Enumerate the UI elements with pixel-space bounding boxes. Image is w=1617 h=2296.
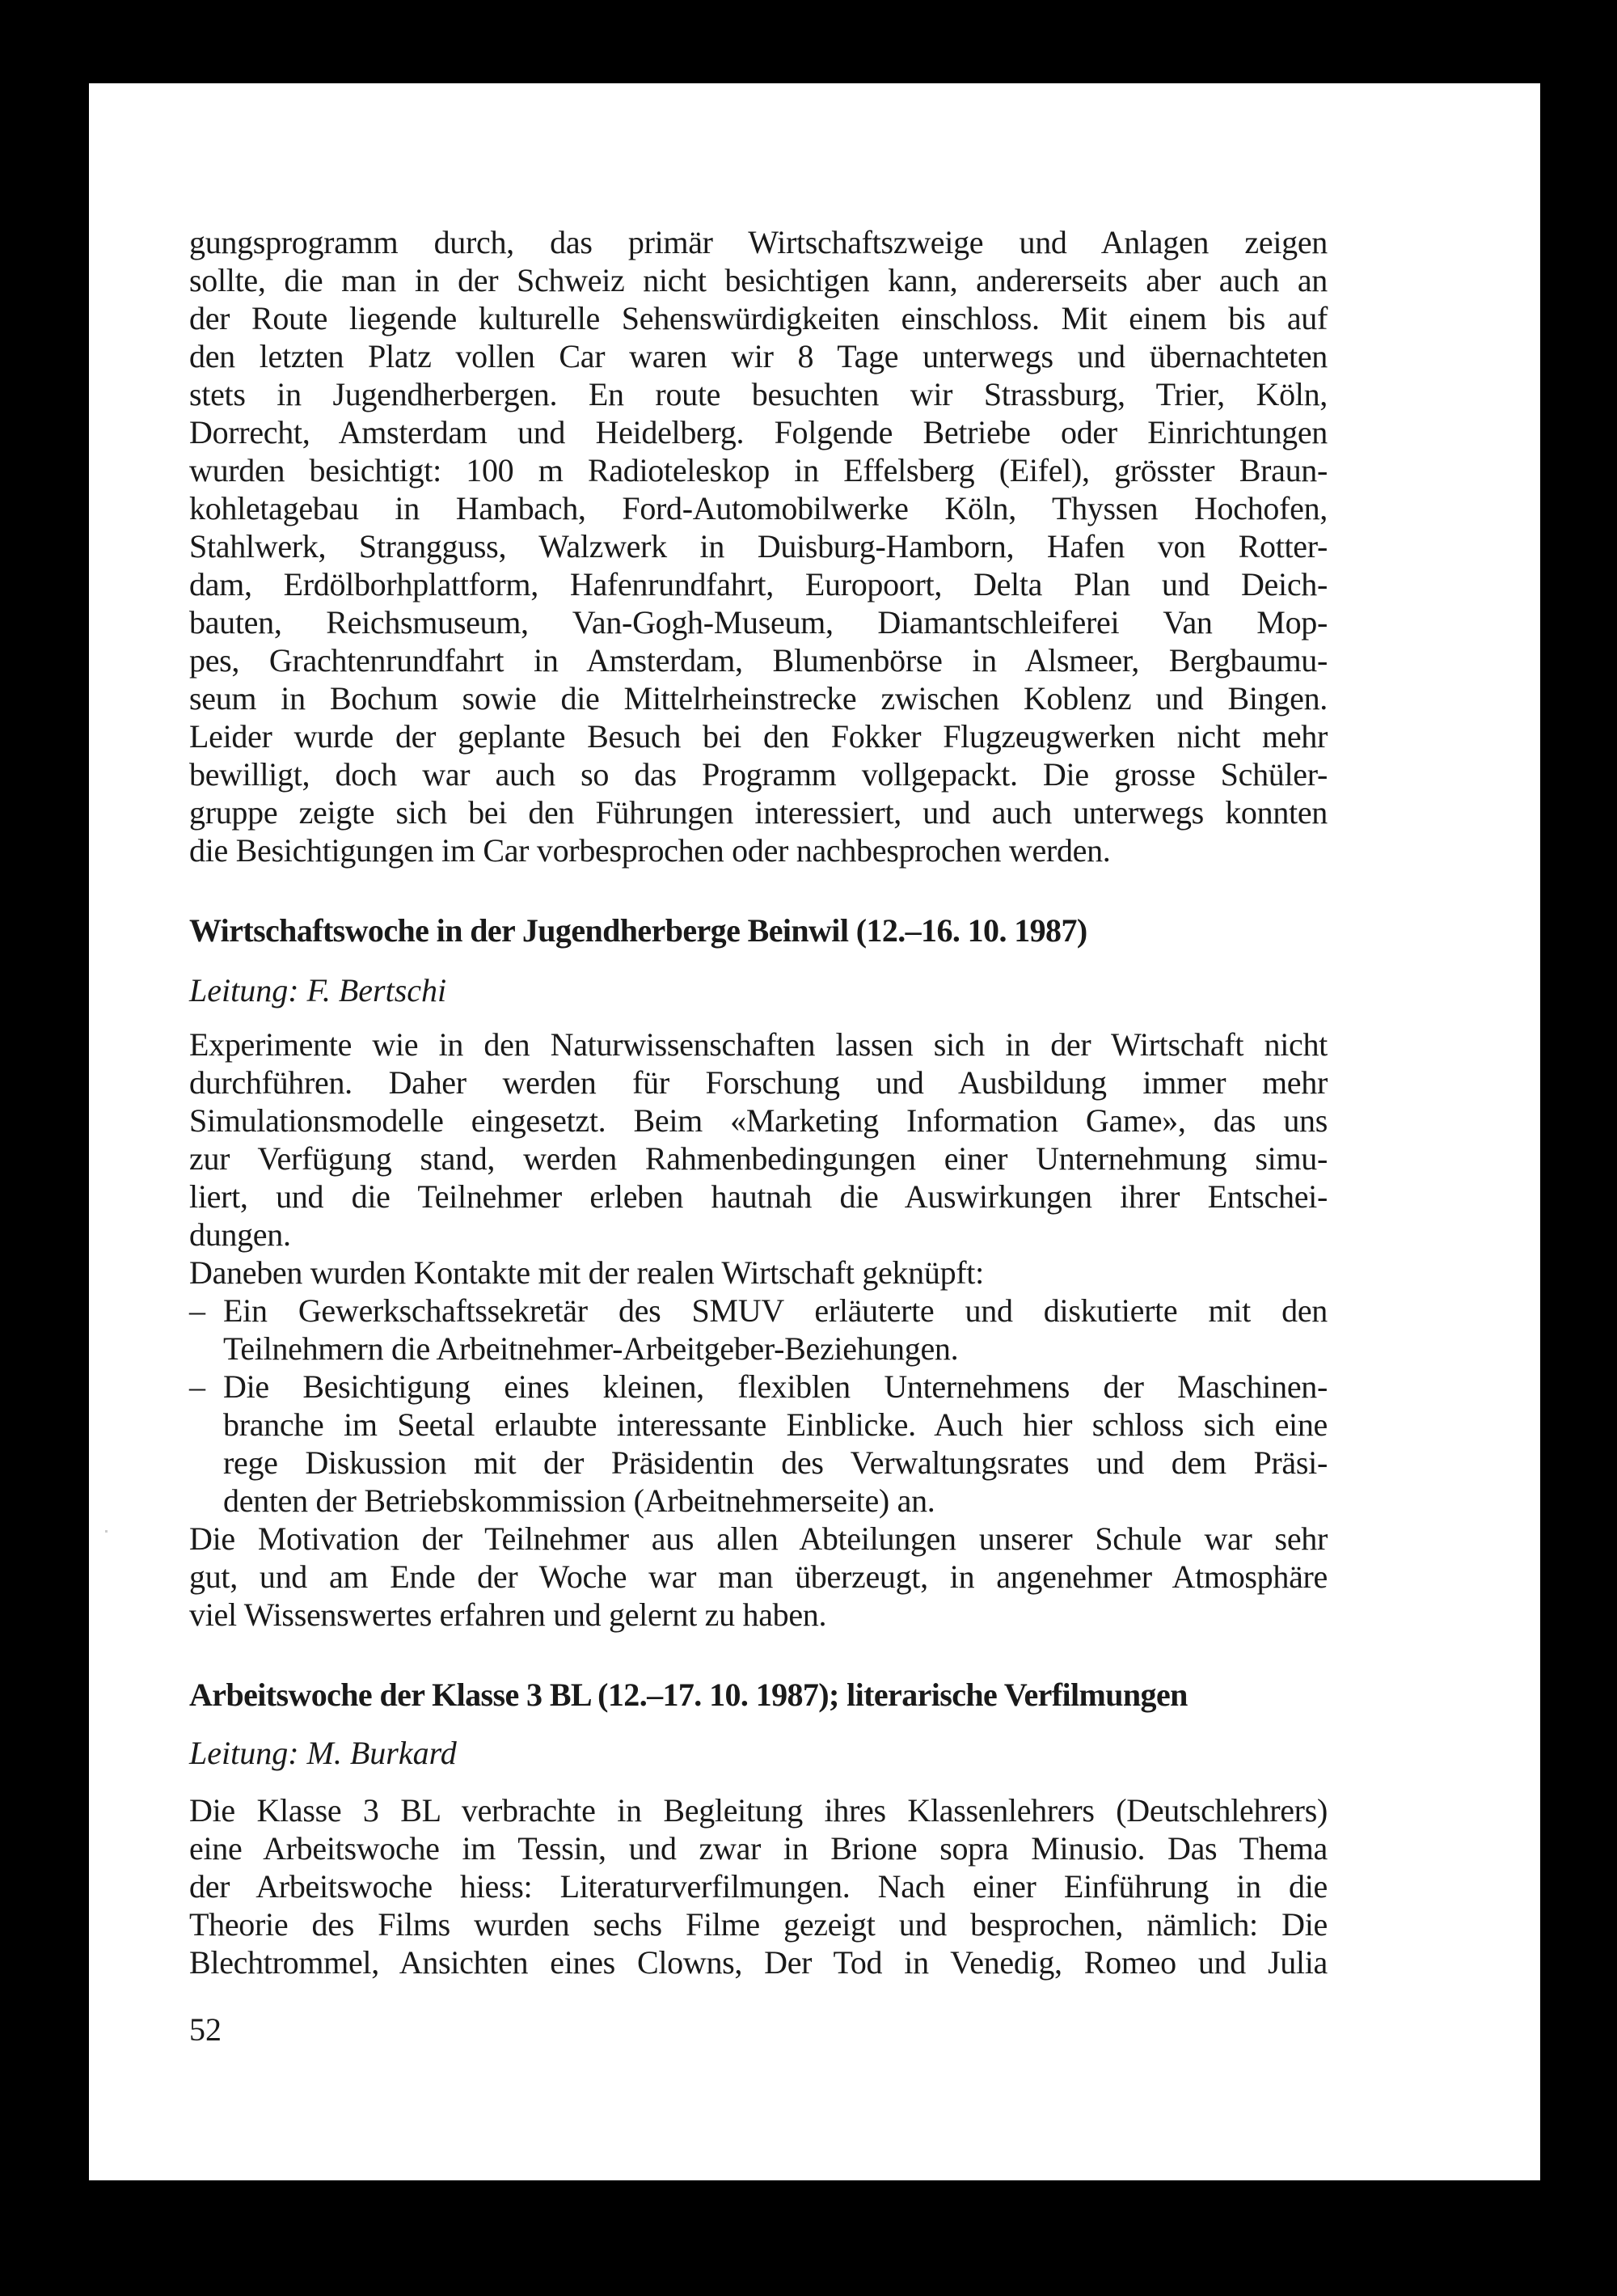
text-line: eine Arbeitswoche im Tessin, und zwar in Brione sopra Minusio. Das Thema — [189, 1830, 1328, 1867]
section-heading-wirtschaftswoche: Wirtschaftswoche in der Jugendherberge Beinwil (12.–16. 10. 1987) — [189, 912, 1087, 949]
text-line: sollte, die man in der Schweiz nicht besichtigen kann, andererseits aber auch an — [189, 262, 1328, 298]
text-line: Experimente wie in den Naturwissenschaften lassen sich in der Wirtschaft nicht — [189, 1026, 1328, 1063]
list-item — [189, 1368, 1328, 1406]
text-line: kohletagebau in Hambach, Ford-Automobilwerke Köln, Thyssen Hochofen, — [189, 490, 1328, 526]
text-line: durchführen. Daher werden für Forschung und Ausbildung immer mehr — [189, 1064, 1328, 1101]
text-line: gungsprogramm durch, das primär Wirtschaftszweige und Anlagen zeigen — [189, 224, 1328, 260]
section-lead: Leitung: M. Burkard — [189, 1735, 457, 1771]
section-heading-arbeitswoche: Arbeitswoche der Klasse 3 BL (12.–17. 10. 1987); literarische Verfilmungen — [189, 1677, 1188, 1713]
text-line: Simulationsmodelle eingesetzt. Beim «Marketing Information Game», das uns — [189, 1102, 1328, 1139]
text-line: liert, und die Teilnehmer erleben hautnah die Auswirkungen ihrer Entschei- — [189, 1178, 1328, 1215]
text-line: bauten, Reichsmuseum, Van-Gogh-Museum, Diamantschleiferei Van Mop- — [189, 604, 1328, 641]
text-line: wurden besichtigt: 100 m Radioteleskop in Effelsberg (Eifel), grösster Braun- — [189, 452, 1328, 488]
text-line: der Route liegende kulturelle Sehenswürdigkeiten einschloss. Mit einem bis auf — [189, 300, 1328, 336]
page-number: 52 — [189, 2011, 222, 2048]
text-line: Theorie des Films wurden sechs Filme gezeigt und besprochen, nämlich: Die — [189, 1906, 1328, 1943]
text-line: Daneben wurden Kontakte mit der realen Wirtschaft geknüpft: — [189, 1254, 984, 1291]
section-lead: Leitung: F. Bertschi — [189, 972, 447, 1008]
text-line: Blechtrommel, Ansichten eines Clowns, Der Tod in Venedig, Romeo und Julia — [189, 1944, 1328, 1981]
scan-speck — [105, 1530, 108, 1533]
text-line: Stahlwerk, Strangguss, Walzwerk in Duisburg-Hamborn, Hafen von Rotter- — [189, 528, 1328, 564]
text-line: gruppe zeigte sich bei den Führungen interessiert, und auch unterwegs konnten — [189, 794, 1328, 831]
text-line: gut, und am Ende der Woche war man überzeugt, in angenehmer Atmosphäre — [189, 1558, 1328, 1595]
text-line: pes, Grachtenrundfahrt in Amsterdam, Blumenbörse in Alsmeer, Bergbaumu- — [189, 642, 1328, 679]
list-item-text: Ein Gewerkschaftssekretär des SMUV erläuterte und diskutierte mit den — [223, 1292, 1328, 1329]
text-line: dam, Erdölborhplattform, Hafenrundfahrt, Europoort, Delta Plan und Deich- — [189, 566, 1328, 603]
text-line: Die Motivation der Teilnehmer aus allen Abteilungen unserer Schule war sehr — [189, 1520, 1328, 1557]
paragraph-wirtschaftswoche — [189, 1025, 1328, 1634]
dash-bullet: – — [189, 1368, 205, 1405]
text-line: bewilligt, doch war auch so das Programm vollgepackt. Die grosse Schüler- — [189, 756, 1328, 793]
list-item-text: Die Besichtigung eines kleinen, flexiblen Unternehmens der Maschinen- — [223, 1368, 1328, 1405]
paragraph-intro — [189, 223, 1328, 869]
text-line: die Besichtigungen im Car vorbesprochen oder nachbesprochen werden. — [189, 832, 1111, 869]
text-line: zur Verfügung stand, werden Rahmenbedingungen einer Unternehmung simu- — [189, 1140, 1328, 1177]
text-line: seum in Bochum sowie die Mittelrheinstrecke zwischen Koblenz und Bingen. — [189, 680, 1328, 717]
text-line: Die Klasse 3 BL verbrachte in Begleitung ihres Klassenlehrers (Deutschlehrers) — [189, 1792, 1328, 1829]
text-line: stets in Jugendherbergen. En route besuchten wir Strassburg, Trier, Köln, — [189, 376, 1328, 412]
text-line: viel Wissenswertes erfahren und gelernt zu haben. — [189, 1596, 827, 1633]
text-line: Teilnehmern die Arbeitnehmer-Arbeitgeber-Beziehungen. — [223, 1330, 959, 1367]
text-line: branche im Seetal erlaubte interessante Einblicke. Auch hier schloss sich eine — [223, 1406, 1328, 1443]
text-line: der Arbeitswoche hiess: Literaturverfilmungen. Nach einer Einführung in die — [189, 1868, 1328, 1905]
text-line: Dorrecht, Amsterdam und Heidelberg. Folgende Betriebe oder Einrichtungen — [189, 414, 1328, 450]
list-item — [189, 1292, 1328, 1330]
dash-bullet: – — [189, 1292, 205, 1329]
text-line: dungen. — [189, 1216, 291, 1253]
text-line: Leider wurde der geplante Besuch bei den Fokker Flugzeugwerken nicht mehr — [189, 718, 1328, 755]
paragraph-arbeitswoche — [189, 1791, 1328, 1981]
text-line: rege Diskussion mit der Präsidentin des Verwaltungsrates und dem Präsi- — [223, 1444, 1328, 1481]
text-line: denten der Betriebskommission (Arbeitnehmerseite) an. — [223, 1482, 935, 1519]
text-line: den letzten Platz vollen Car waren wir 8 Tage unterwegs und übernachteten — [189, 338, 1328, 374]
